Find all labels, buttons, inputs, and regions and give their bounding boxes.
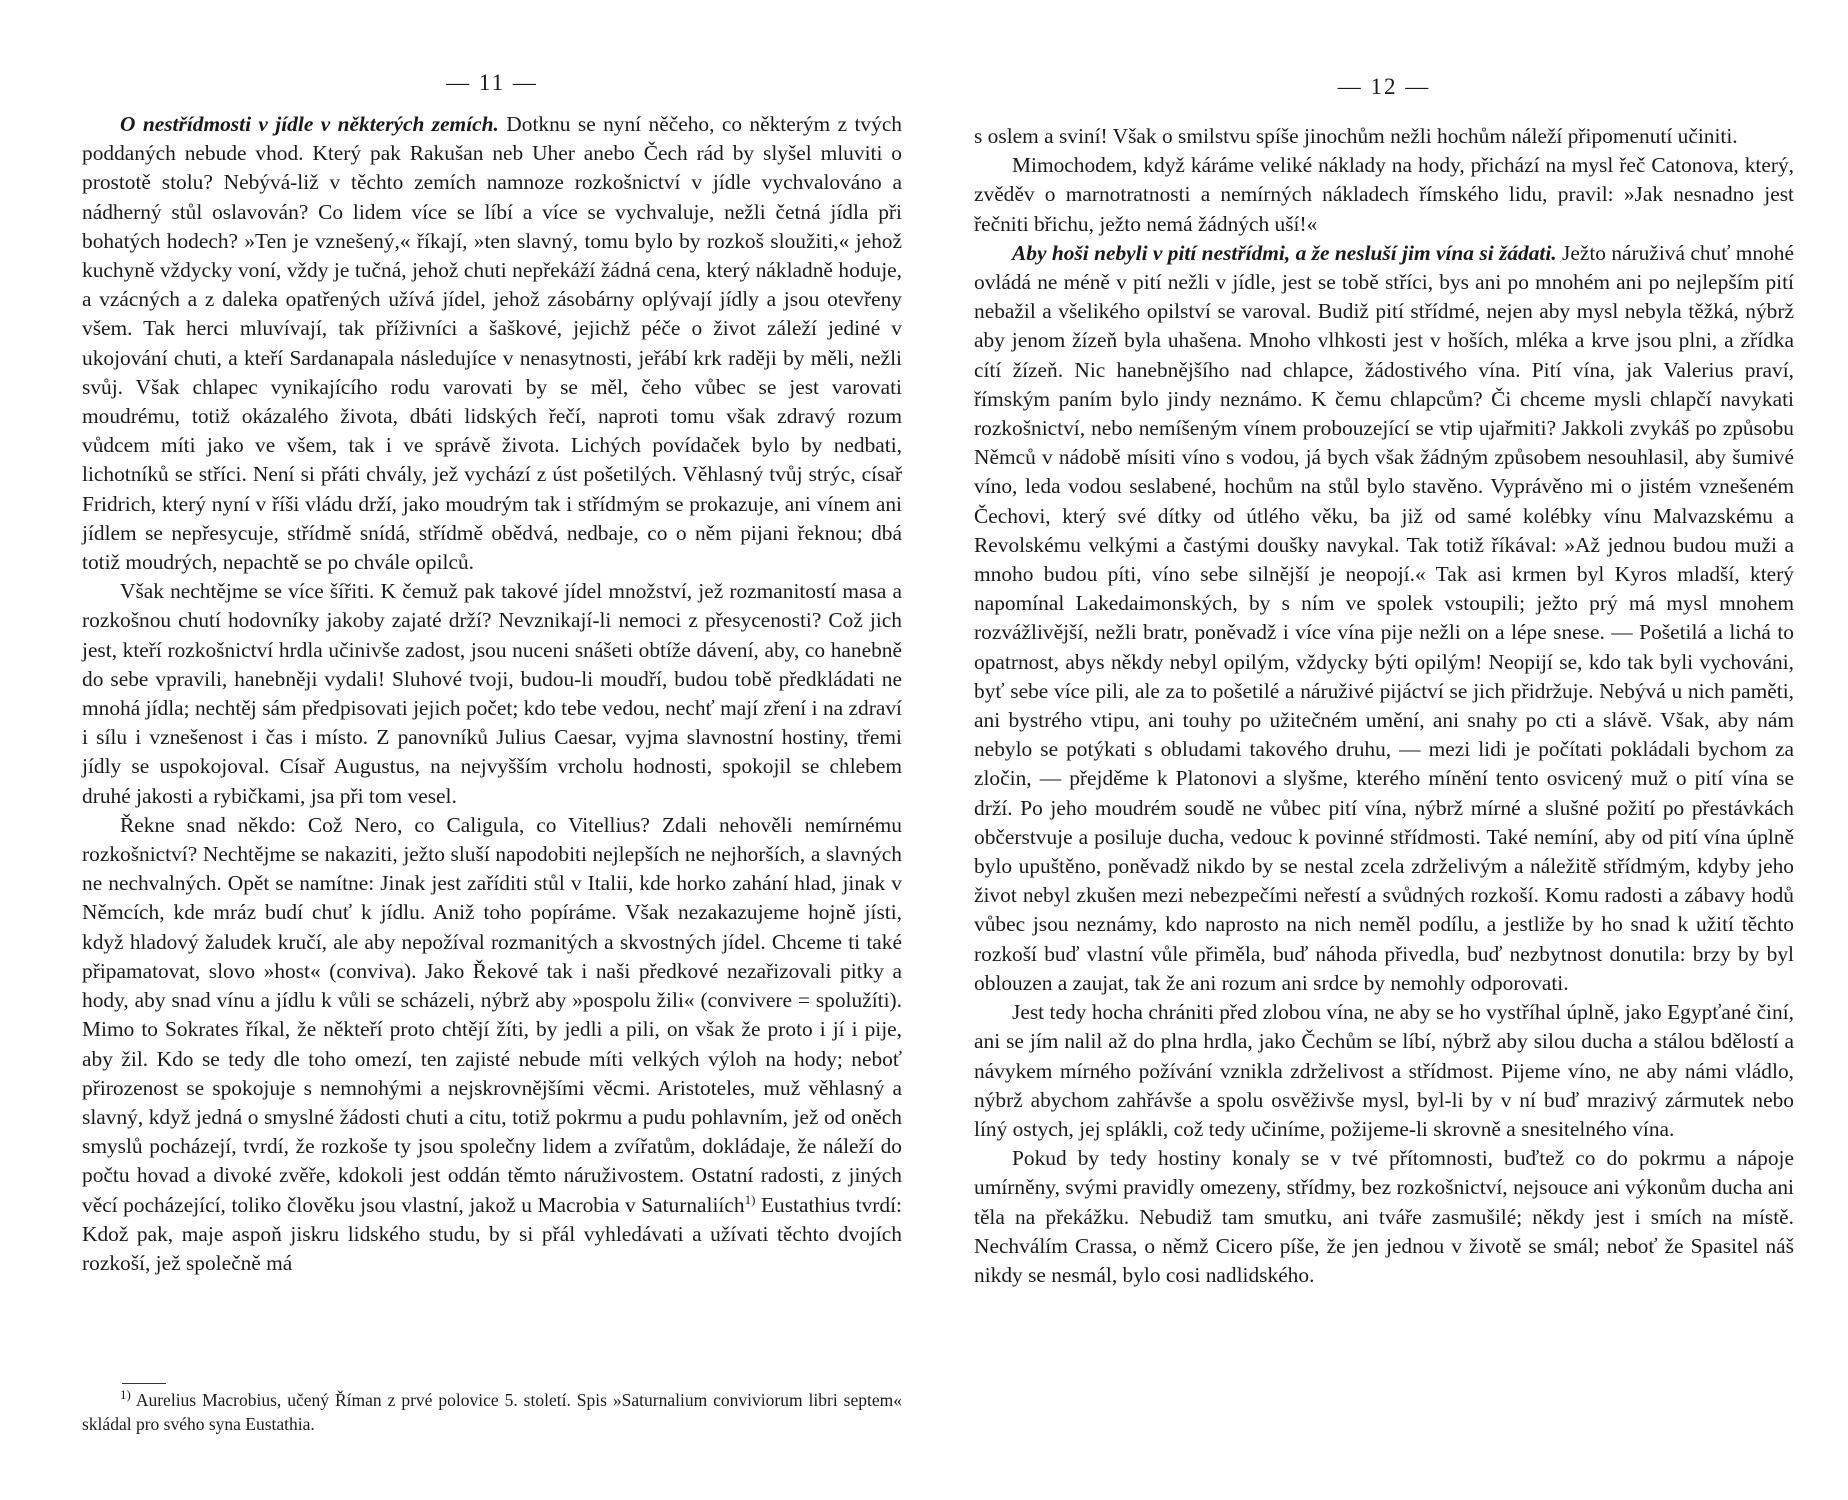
paragraph: [82, 110, 902, 577]
section-heading: Aby hoši nebyli v pití nestřídmi, a že nesluší jim vína si žádati.: [1012, 240, 1557, 265]
paragraph-text: Řekne snad někdo: Což Nero, co Caligula, co Vitellius? Zdali nehověli nemírnému rozkošnictví? Nechtějme se nakaziti, ježto sluší napodobiti nejlepších ne nejhorších, a slavných ne nechvalných. Opět se namítne: Jinak jest zaříditi stůl v Italii, kde horko zahání hlad, jinak v Němcích, kde mráz budí chuť k jídlu. Aniž toho popíráme. Však nezakazujeme hojně jísti, když hladový žaludek kručí, ale aby nepožíval rozmanitých a skvostných jídel. Chceme ti také připamatovat, slovo »host« (conviva). Jako Řekové tak i naši předkové nezařizovali pitky a hody, aby snad vínu a jídlu k vůli se scházeli, nýbrž aby »pospolu žili« (convivere = spolužíti). Mimo to Sokrates říkal, že někteří proto chtějí žíti, by jedli a pili, on však že proto i jí i pije, aby žil. Kdo se tedy dle toho omezí, ten zajisté nebude míti velkých výloh na hody; neboť přirozenost se spokojuje s nemnohými a nejskrovnějšími věcmi. Aristoteles, muž věhlasný a slavný, když jedná o smyslné žádosti chuti a citu, totiž pokrmu a pudu pohlavním, jež od oněch smyslů pocházejí, tvrdí, že rozkoše ty jsou společny lidem a zvířatům, dokládaje, že náleží do počtu hovad a divoké zvěře, kdokoli jest oddán těmto náruživostem. Ostatní radosti, z jiných věcí pocházející, toliko člověku jsou vlastní, jakož u Macrobia v Saturnaliích: [82, 812, 902, 1217]
page-number: — 12 —: [1337, 74, 1431, 99]
paragraph: [974, 239, 1794, 998]
paragraph-text: Eustathius tvrdí: Kdož pak, maje aspoň jiskru lidského studu, by si přál vyhledávati a užívati těchto dvojích rozkoší, jež společně má: [82, 1192, 902, 1275]
footnote-text: Aurelius Macrobius, učený Říman z prvé polovice 5. století. Spis »Saturnalium conviviorum libri septem« skládal pro svého syna Eustathia.: [82, 1390, 902, 1434]
page-number: — 11 —: [446, 70, 538, 95]
paragraph: Však nechtějme se více šířiti. K čemuž pak takové jídel množství, jež rozmanitostí masa a rozkošnou chutí hodovníky jakoby zajaté drží? Nevznikají-li nemoci z přesycenosti? Což jich jest, kteří rozkošnictví hrdla učinivše zadost, jsou nuceni snášeti obtíže dávení, aby, co hanebně do sebe vpravili, hanebněji vydali! Sluhové tvoji, budou-li moudří, budou tobě předkládati ne mnohá jídla; nechtěj sám předpisovati jejich počet; kdo tebe vedou, nechť mají zření i na zdraví i sílu i vznešenost i čas i místo. Z panovníků Julius Caesar, vyjma slavnostní hostiny, třemi jídly se uspokojoval. Císař Augustus, na nejvyšším vrcholu hodnosti, spokojil se chlebem druhé jakosti a rybičkami, jsa při tom vesel.: [82, 579, 902, 808]
footnote-ref: 1): [744, 1191, 756, 1207]
paragraph: [82, 811, 902, 1278]
paragraph-text: Dotknu se nyní něčeho, co některým z tvých poddaných nebude vhod. Který pak Rakušan neb Uher anebo Čech rád by slyšel mluviti o prostotě stolu? Nebývá-liž v těchto zemích namnoze rozkošnictví v jídle vychvalováno a nádherný stůl oslavován? Co lidem více se líbí a více se vychvaluje, nežli četná jídla při bohatých hodech? »Ten je vznešený,« říkají, »ten slavný, tomu bylo by rozkoš sloužiti,« jehož kuchyně vždycky voní, vždy je tučná, jehož chuti nepřekáží žádná cena, který nákladně hoduje, a vzácných a z daleka opatřených užívá jídel, jehož zásobárny oplývají jídly a jsou otevřeny všem. Tak herci mluvívají, tak příživníci a šaškové, jejichž péče o život záleží jediné v ukojování chuti, a kteří Sardanapala následujíce v nenasytnosti, jeřábí krk raději by měli, nežli svůj. Však chlapec vynikajícího rodu varovati by se měl, čeho vůbec se jest varovati moudrému, totiž okázalého života, dbáti lidských řečí, naproti tomu však zdravý rozum vůdcem míti jako ve všem, tak i ve správě života. Lichých povídaček bylo by nedbati, lichotníků se stříci. Není si přáti chvály, jež vychází z úst pošetilých. Věhlasný tvůj strýc, císař Fridrich, který nyní v říši vládu drží, jako moudrým tak i střídmým se prokazuje, ani vínem ani jídlem se nepřesycuje, střídmě snídá, střídmě obědvá, nedbaje, co o něm pijani řeknou; dbá totiž moudrých, nepachtě se po chvále opilců.: [82, 112, 903, 575]
page-text: [974, 122, 1794, 1290]
footnote: [82, 1388, 902, 1436]
paragraph: s oslem a sviní! Však o smilstvu spíše jinochům nežli hochům náleží připomenutí učiniti.: [974, 124, 1738, 148]
footnote-marker: 1): [120, 1387, 131, 1403]
paragraph: Pokud by tedy hostiny konaly se v tvé přítomnosti, buďtež co do pokrmu a nápoje umírněny, svými pravidly omezeny, střídmy, bez rozkošnictví, nejsouce ani výkonům ducha ani těla na překážku. Nebudiž tam smutku, ani tváře zasmušilé; někdy jest i smích na místě. Nechválím Crassa, o němž Cicero píše, že jen jednou v životě se smál; neboť že Spasitel náš nikdy se nesmál, bylo cosi nadlidského.: [974, 1146, 1794, 1287]
paragraph: Jest tedy hocha chrániti před zlobou vína, ne aby se ho vystříhal úplně, jako Egypťané činí, ani se jím nalil až do plna hrdla, jako Čechům se líbí, nýbrž aby silou ducha a stálou bdělostí a návykem mírného požívání vznikla zdrželivost a střídmost. Pijeme víno, ne aby námi vládlo, nýbrž abychom zahřávše a spolu osvěživše mysl, byl-li by v ní buď mrazivý zármutek nebo líný ostych, jej splákli, což tedy učiníme, požijeme-li skrovně a snesitelného vína.: [974, 1000, 1794, 1141]
footnote-divider: [122, 1383, 166, 1384]
paragraph: Mimochodem, když káráme veliké náklady na hody, přichází na mysl řeč Catonova, který, zvěděv o marnotratnosti a nemírných nákladech římského lidu, pravil: »Jak nesnadno jest řečniti břichu, ježto nemá žádných uší!«: [974, 153, 1794, 236]
page-text: [82, 110, 902, 1278]
paragraph-text: Ježto náruživá chuť mnohé ovládá ne méně v pití nežli v jídle, jest se tobě stříci, bys ani po mnohém ani po nejlepším pití nebažil a všelikého opilství se varoval. Budiž pití střídmé, nejen aby mysl nebyla těžká, nýbrž aby jenom žízeň byla uhašena. Mnoho vlhkosti jest v hoších, mléka a krve jsou plni, a zřídka cítí žízeň. Nic hanebnějšího nad chlapce, žádostivého vína. Pití vína, jak Valerius praví, římským paním bylo jindy neznámo. K čemu chlapcům? Či chceme mysli chlapčí navykati rozkošnictví, nebo nemíšeným vínem probouzející se vtip ujařmiti? Jakkoli zvykáš po způsobu Němců v nádobě mísiti víno s vodou, já bych však žádným způsobem nesouhlasil, aby šumivé víno, leda vodou seslabené, hochům na stůl bylo stavěno. Vyprávěno mi o jistém vznešeném Čechovi, který své dítky od útlého věku, ba již od samé kolébky vínu Malvazskému a Revolskému velkými a častými doušky navykal. Tak totiž říkával: »Až jednou budou muži a mnoho budou píti, víno sebe silnější je neopojí.« Tak asi krmen byl Kyros mladší, který napomínal Lakedaimonských, by s ním ve spolek vstoupili; ježto prý má mysl mnohem rozvážlivější, nežli bratr, poněvadž i více vína pije nežli on a lépe snese. — Pošetilá a lichá to opatrnost, abys někdy nebyl opilým, vždycky býti opilým! Neopijí se, kdo tak byli vychováni, byť sebe více pili, ale za to pošetilé a náruživé pijáctví se jich přidržuje. Nebývá u nich paměti, ani bystrého vtipu, ani touhy po užitečném umění, ani snahy po cti a slávě. Však, aby nám nebylo se potýkati s obludami takového druhu, — mezi lidi je počítati pokládali bychom za zločin, — přejděme k Platonovi a slyšme, kterého mínění tento osvicený muž o pití vína se drží. Po jeho moudrém soudě ne vůbec pití vína, nýbrž mírné a slušné požití po přestávkách občerstvuje a posiluje ducha, vedouc k povinné střídmosti. Také nemíní, aby od pití vína úplně bylo upuštěno, poněvadž nikdo by se nestal zcela zdrželivým a náležitě střídmým, kdyby jeho život nebyl zkušen mezi nebezpečími neřestí a svůdných rozkoší. Komu radosti a zábavy hodů vůbec jsou neznámy, kdo naprosto na nich neměl podílu, a jestliže by ho snad k užití těchto rozkoší buď vlastní vůle přiměla, buď náhoda přivedla, buď nezbytnost donutila: brzy by byl oblouzen a zaujat, tak že ani rozum ani srdce by nemohly odporovati.: [974, 240, 1794, 995]
section-heading: O nestřídmosti v jídle v některých zemích.: [120, 112, 499, 136]
